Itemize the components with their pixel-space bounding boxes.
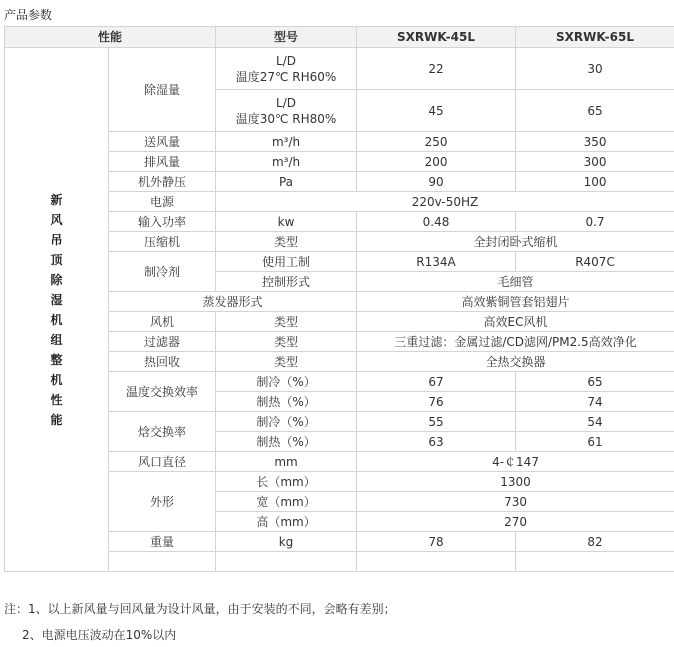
table-row — [5, 48, 674, 90]
heat-unit: 类型 — [216, 352, 357, 372]
dims-height-value: 270 — [357, 512, 674, 532]
header-model: 型号 — [216, 27, 357, 48]
weight-45l: 78 — [357, 532, 516, 552]
enth-eff-cool-65l: 54 — [516, 412, 674, 432]
temp-eff-heat-45l: 76 — [357, 392, 516, 412]
spec-table — [4, 26, 674, 572]
refrig-45l: R134A — [357, 252, 516, 272]
heat-value: 全热交换器 — [357, 352, 674, 372]
weight-65l: 82 — [516, 532, 674, 552]
dims-length-unit: 长（mm） — [216, 472, 357, 492]
heat-label: 热回收 — [109, 352, 216, 372]
supply-unit: m³/h — [216, 132, 357, 152]
temp-eff-label: 温度交换效率 — [109, 372, 216, 412]
weight-unit: kg — [216, 532, 357, 552]
power-in-label: 输入功率 — [109, 212, 216, 232]
power-in-45l: 0.48 — [357, 212, 516, 232]
static-45l: 90 — [357, 172, 516, 192]
filter-value: 三重过滤：金属过滤/CD滤网/PM2.5高效净化 — [357, 332, 674, 352]
header-model-65l: SXRWK-65L — [516, 27, 674, 48]
duct-unit: mm — [216, 452, 357, 472]
power-src-value: 220v-50HZ — [216, 192, 674, 212]
temp-eff-cool-65l: 65 — [516, 372, 674, 392]
dehum-unit-b: L/D 温度30℃ RH80% — [216, 90, 357, 132]
temp-eff-unit-1: 制冷（%） — [216, 372, 357, 392]
dehum-b-45l: 45 — [357, 90, 516, 132]
enth-eff-label: 焓交换率 — [109, 412, 216, 452]
temp-eff-unit-2: 制热（%） — [216, 392, 357, 412]
static-65l: 100 — [516, 172, 674, 192]
enth-eff-heat-45l: 63 — [357, 432, 516, 452]
exhaust-label: 排风量 — [109, 152, 216, 172]
header-performance: 性能 — [5, 27, 216, 48]
dehum-a-65l: 30 — [516, 48, 674, 90]
compressor-unit: 类型 — [216, 232, 357, 252]
temp-eff-cool-45l: 67 — [357, 372, 516, 392]
evap-label: 蒸发器形式 — [109, 292, 357, 312]
static-label: 机外静压 — [109, 172, 216, 192]
dims-width-unit: 宽（mm） — [216, 492, 357, 512]
refrig-label: 制冷剂 — [109, 252, 216, 292]
fan-value: 高效EC风机 — [357, 312, 674, 332]
note-line-2: 2、电源电压波动在10%以内 — [22, 628, 177, 642]
header-model-45l: SXRWK-45L — [357, 27, 516, 48]
refrig-unit-1: 使用工制 — [216, 252, 357, 272]
enth-eff-unit-2: 制热（%） — [216, 432, 357, 452]
fan-label: 风机 — [109, 312, 216, 332]
weight-label: 重量 — [109, 532, 216, 552]
power-src-label: 电源 — [109, 192, 216, 212]
section-heading: 产品参数 — [4, 8, 53, 22]
power-in-unit: kw — [216, 212, 357, 232]
exhaust-65l: 300 — [516, 152, 674, 172]
static-unit: Pa — [216, 172, 357, 192]
supply-45l: 250 — [357, 132, 516, 152]
compressor-label: 压缩机 — [109, 232, 216, 252]
dims-length-value: 1300 — [357, 472, 674, 492]
temp-eff-heat-65l: 74 — [516, 392, 674, 412]
refrig-control-value: 毛细管 — [357, 272, 674, 292]
dehum-a-45l: 22 — [357, 48, 516, 90]
dims-width-value: 730 — [357, 492, 674, 512]
dims-label: 外形 — [109, 472, 216, 532]
dims-height-unit: 高（mm） — [216, 512, 357, 532]
enth-eff-unit-1: 制冷（%） — [216, 412, 357, 432]
refrig-65l: R407C — [516, 252, 674, 272]
supply-label: 送风量 — [109, 132, 216, 152]
enth-eff-heat-65l: 61 — [516, 432, 674, 452]
dehum-label: 除湿量 — [109, 48, 216, 132]
duct-value: 4-￠147 — [357, 452, 674, 472]
exhaust-45l: 200 — [357, 152, 516, 172]
dehum-unit-a: L/D 温度27℃ RH60% — [216, 48, 357, 90]
fan-unit: 类型 — [216, 312, 357, 332]
power-in-65l: 0.7 — [516, 212, 674, 232]
exhaust-unit: m³/h — [216, 152, 357, 172]
side-label: 新 风 吊 顶 除 湿 机 组 整 机 性 能 — [5, 48, 109, 572]
note-line-1: 注：1、以上新风量与回风量为设计风量，由于安装的不同，会略有差别； — [4, 602, 396, 616]
table-header — [5, 27, 674, 48]
duct-label: 风口直径 — [109, 452, 216, 472]
refrig-unit-2: 控制形式 — [216, 272, 357, 292]
evap-value: 高效紫铜管套铝翅片 — [357, 292, 674, 312]
compressor-value: 全封闭卧式缩机 — [357, 232, 674, 252]
filter-unit: 类型 — [216, 332, 357, 352]
supply-65l: 350 — [516, 132, 674, 152]
enth-eff-cool-45l: 55 — [357, 412, 516, 432]
filter-label: 过滤器 — [109, 332, 216, 352]
dehum-b-65l: 65 — [516, 90, 674, 132]
